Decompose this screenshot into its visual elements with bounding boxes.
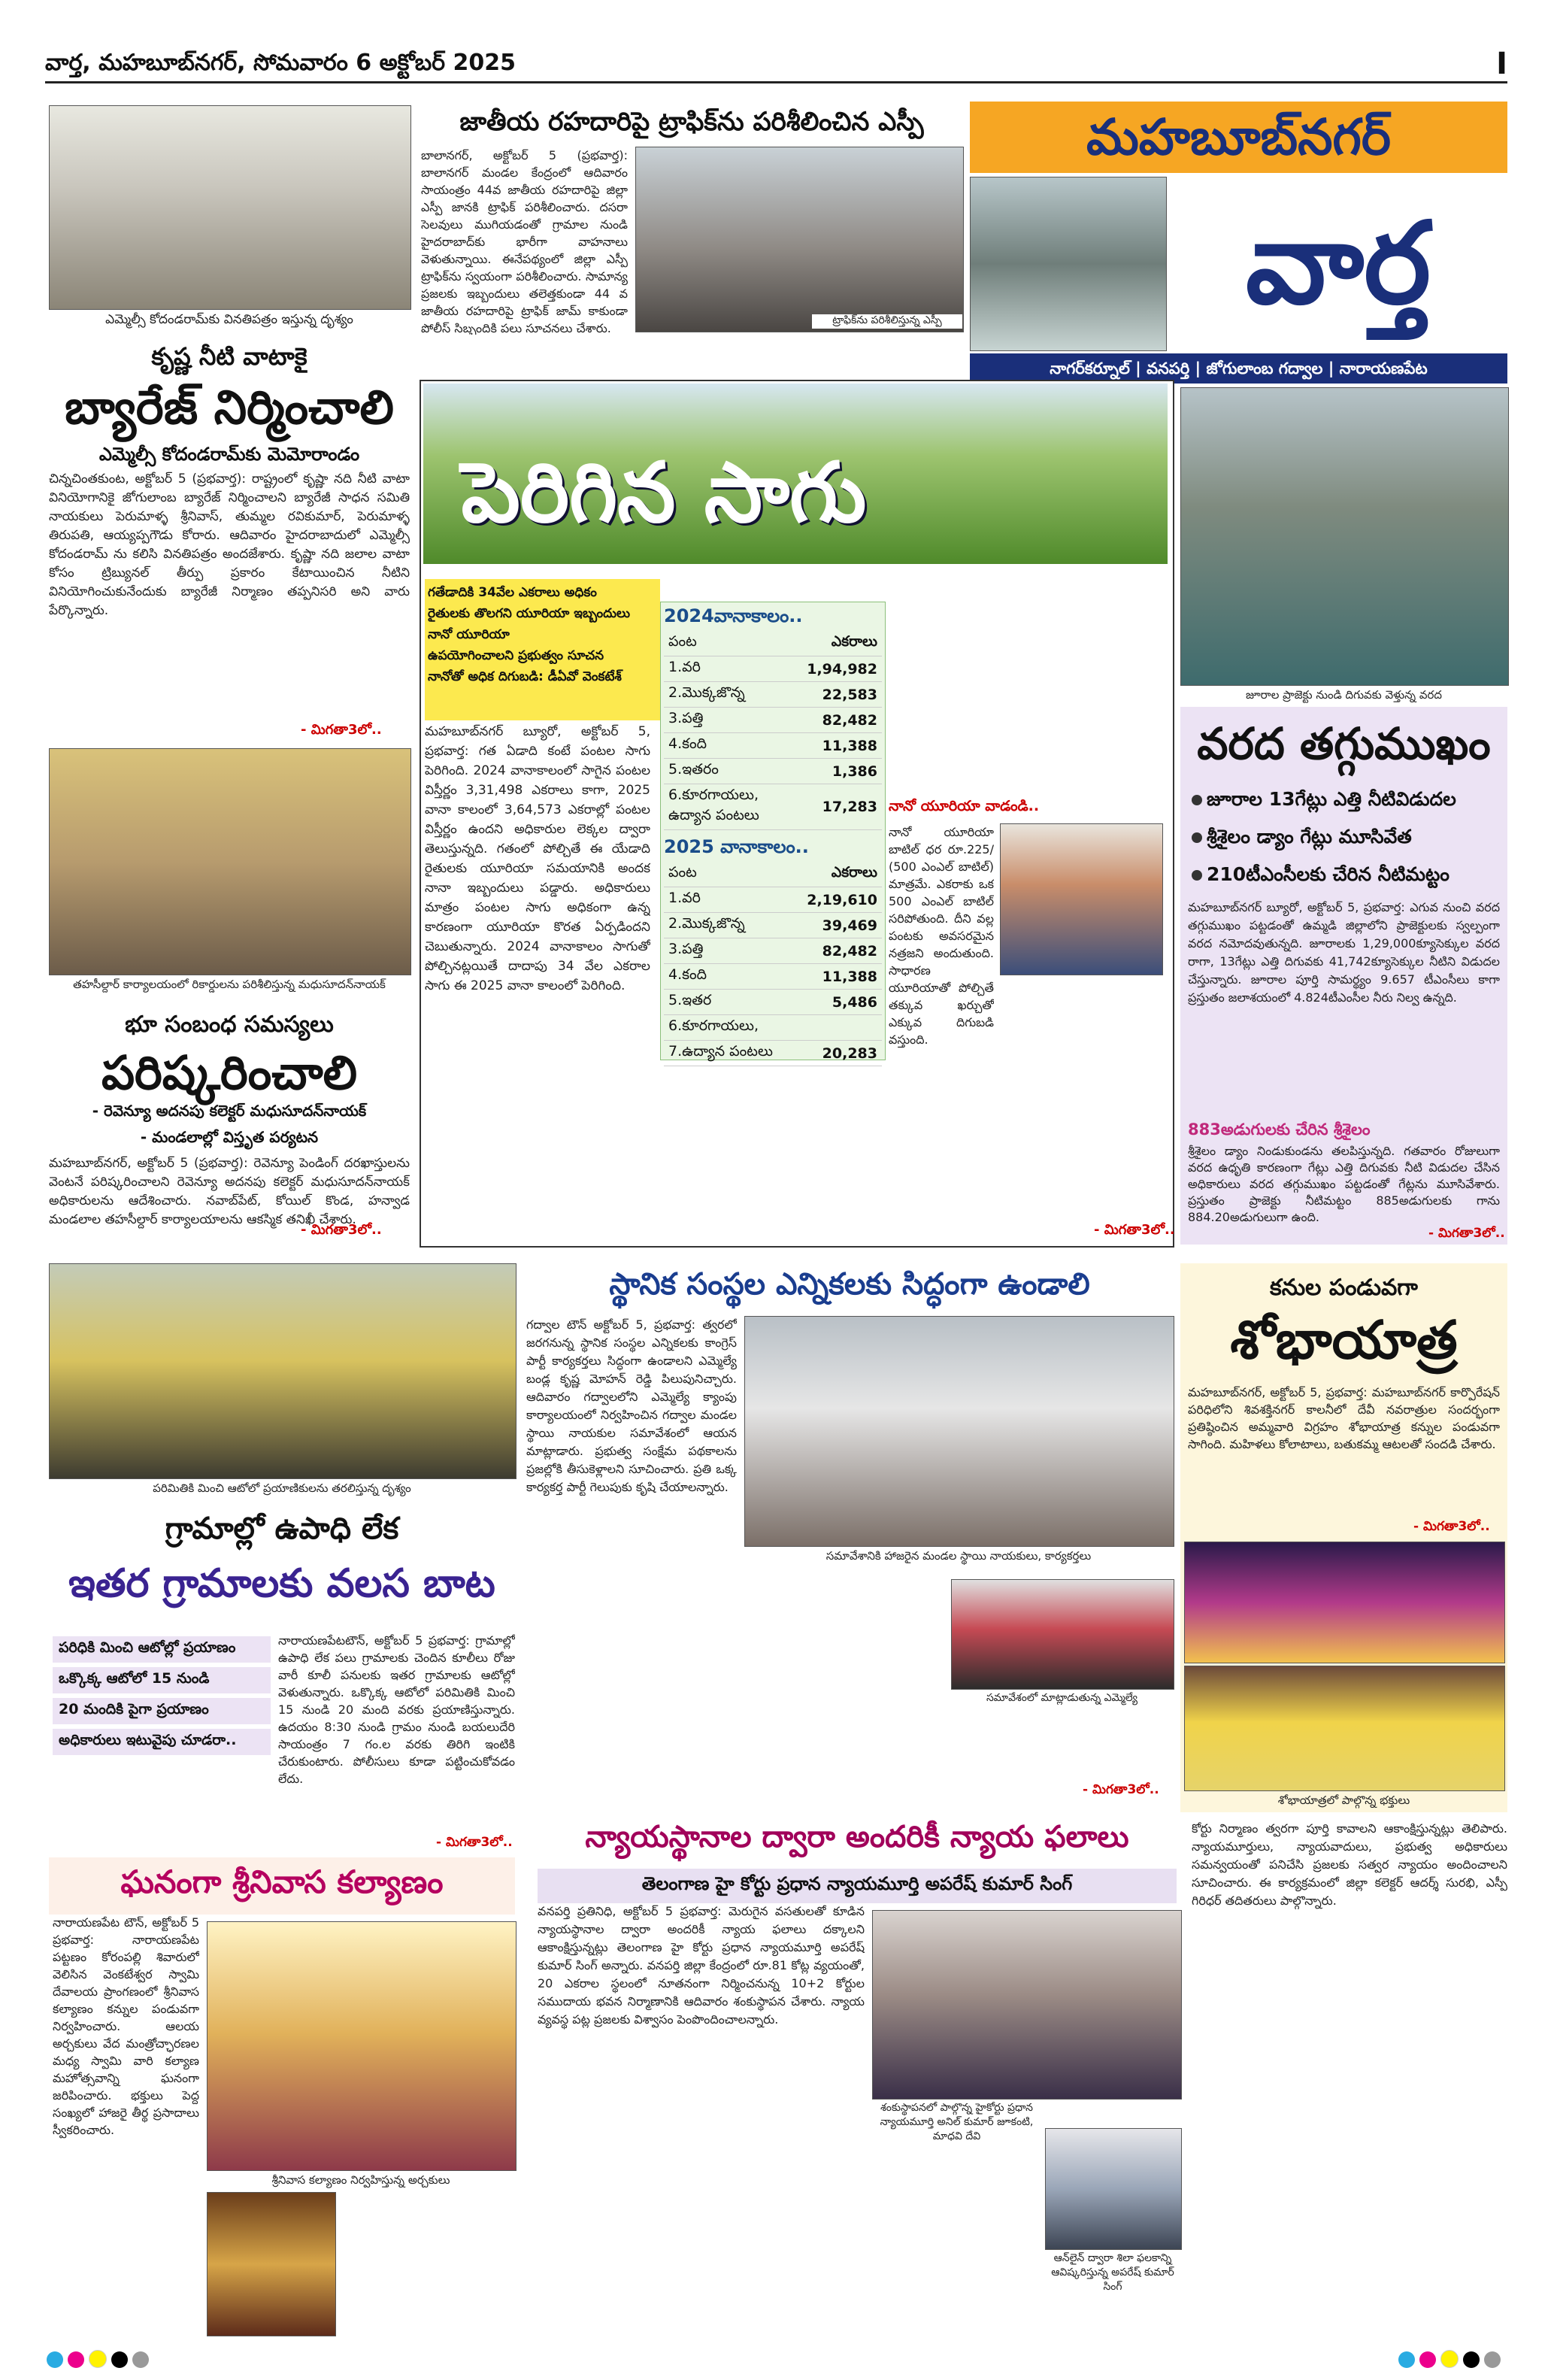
kalyanam-headline: ఘనంగా శ్రీనివాస కల్యాణం bbox=[49, 1857, 515, 1915]
kalyanam-body: నారాయణపేట టౌన్, అక్టోబర్ 5 ప్రభవార్త: నారాయణపేట పట్టణం కోరంపల్లి శివారులో వెలిసిన వెంకటేశ్వర స్వామి దేవాలయ ప్రాంగణంలో శ్రీనివాస కల్యాణం కన్నుల పండువగా నిర్వహించారు. ఆలయ అర్చకులు వేద మంత్రోచ్ఛారణల మధ్య స్వామి వారి కల్యాణ మహోత్సవాన్ని ఘనంగా జరిపించారు. భక్తులు పెద్ద సంఖ్యలో హాజరై తీర్థ ప్రసాదాలు స్వీకరించారు. bbox=[53, 1915, 199, 2137]
procession-photo-caption: శోభాయాత్రలో పాల్గొన్న భక్తులు bbox=[1277, 1793, 1410, 1807]
justice-photo-1 bbox=[872, 1910, 1182, 2100]
flood-subtitle: 883అడుగులకు చేరిన శ్రీశైలం bbox=[1188, 1120, 1371, 1138]
crop-table-box bbox=[660, 602, 886, 1060]
crop-side-title: నానో యూరియా వాడండి.. bbox=[889, 798, 1040, 814]
migration-highlight-3: 20 మందికి పైగా ప్రయాణం bbox=[53, 1698, 271, 1724]
procession-kicker: కనుల పండువగా bbox=[1270, 1275, 1418, 1301]
kalyanam-photo-caption: శ్రీనివాస కల్యాణం నిర్వహిస్తున్న అర్చకులు bbox=[271, 2173, 450, 2187]
krishna-kicker: కృష్ణ నీటి వాటాకై bbox=[151, 342, 307, 371]
crop-byline: - మిగతా3లో.. bbox=[1094, 1222, 1175, 1238]
print-mark bbox=[111, 2351, 128, 2368]
elections-headline: స్థానిక సంస్థల ఎన్నికలకు సిద్ధంగా ఉండాలి bbox=[609, 1267, 1090, 1302]
krishna-body: చిన్నచింతకుంట, అక్టోబర్ 5 (ప్రభవార్త): రాష్ట్రంలో కృష్ణా నది నీటి వాటా వినియోగానికై జోగులాంబ బ్యారేజ్ నిర్మించాలని బ్యారేజీ సాధన సమితి నాయకులు పెరుమాళ్ళ శ్రీనివాస్, తుమ్మల రవికుమార్, పెరుమాళ్ళ తిరుపతి, ఆయ్యప్పగౌడు కోరారు. ఆదివారం హైదరాబాదులో ఎమ్మెల్సీ కోదండరామ్ ను కలిసి వినతిపత్రం అందజేశారు. కృష్ణా నది జలాల వాటా కోసం ట్రిబ్యునల్ తీర్పు ప్రకారం కేటాయించిన నీటిని వినియోగించుకునేందుకు బ్యారేజీ నిర్మాణం తప్పనిసరి అని వారు పేర్కొన్నారు. bbox=[49, 471, 410, 618]
migration-highlight-1: పరిధికి మించి ఆటోల్లో ప్రయాణం bbox=[53, 1636, 271, 1663]
procession-photo-2 bbox=[1184, 1666, 1505, 1791]
masthead-city: మహబూబ్‌నగర్ bbox=[970, 102, 1507, 173]
krishna-byline: - మిగతా3లో.. bbox=[301, 722, 382, 738]
table-row: 7.ఉద్యాన పంటలు 20,283 bbox=[664, 1041, 882, 1066]
table-row: 2.మొక్కజొన్న 22,583 bbox=[664, 682, 882, 708]
flood-bullet-2: శ్రీశైలం డ్యాం గేట్లు మూసివేత bbox=[1192, 826, 1412, 853]
crop-highlight-3: నానో యూరియా bbox=[428, 627, 510, 642]
elections-speaker-photo bbox=[951, 1579, 1174, 1690]
justice-body: వనపర్తి ప్రతినిధి, అక్టోబర్ 5 ప్రభవార్త: మెరుగైన వసతులతో కూడిన న్యాయస్థానాల ద్వారా అందరికీ న్యాయ ఫలాలు దక్కాలని ఆకాంక్షిస్తున్నట్లు తెలంగాణ హై కోర్టు ప్రధాన న్యాయమూర్తి అపరేష్ కుమార్ సింగ్ అన్నారు. వనపర్తి జిల్లా కేంద్రంలో రూ.81 కోట్ల వ్యయంతో, 20 ఎకరాల స్థలంలో నూతనంగా నిర్మించనున్న 10+2 కోర్టుల సముదాయ భవన నిర్మాణానికి ఆదివారం శంకుస్థాపన చేశారు. న్యాయ వ్యవస్థ పట్ల ప్రజలకు విశ్వాసం పెంపొందించాలన్నారు. bbox=[538, 1904, 865, 2027]
table-row: 6.కూరగాయలు, bbox=[664, 1015, 882, 1041]
print-mark bbox=[89, 2350, 107, 2368]
land-photo bbox=[49, 748, 411, 975]
crop-highlight-2: రైతులకు తొలగని యూరియా ఇబ్బందులు bbox=[428, 606, 630, 621]
traffic-photo-caption: ట్రాఫిక్‌ను పరిశీలిస్తున్న ఎస్పీ bbox=[812, 314, 962, 329]
procession-body: మహబూబ్‌నగర్, అక్టోబర్ 5, ప్రభవార్త: మహబూబ్‌నగర్ కార్పొరేషన్ పరిధిలోని శివశక్తినగర్ కాలనీలో దేవీ నవరాత్రుల సందర్భంగా ప్రతిష్ఠించిన అమ్మవారి విగ్రహం శోభాయాత్ర కన్నుల పండువగా సాగింది. మహిళలు కోలాటాలు, బతుకమ్మ ఆటలతో సందడి చేశారు. bbox=[1188, 1385, 1500, 1451]
table-row: 2.మొక్కజొన్న 39,469 bbox=[664, 913, 882, 938]
justice-photo-caption-2: ఆన్‌లైన్ ద్వారా శిలా ఫలకాన్ని ఆవిష్కరిస్తున్న అపరేష్ కుమార్ సింగ్ bbox=[1051, 2252, 1174, 2293]
table-2025-col-crop: పంట bbox=[664, 862, 792, 887]
migration-photo bbox=[49, 1263, 516, 1479]
table-2024-col-acres: ఎకరాలు bbox=[802, 631, 882, 656]
crop-headline: పెరిగిన సాగు bbox=[461, 444, 867, 541]
table-row: 3.పత్తి 82,482 bbox=[664, 708, 882, 733]
justice-headline: న్యాయస్థానాల ద్వారా అందరికీ న్యాయ ఫలాలు bbox=[585, 1820, 1129, 1854]
land-subhead: - రెవెన్యూ అదనపు కలెక్టర్ మధుసూదన్‌నాయక్ bbox=[92, 1102, 367, 1120]
elections-byline: - మిగతా3లో.. bbox=[1083, 1782, 1159, 1797]
flood-photo bbox=[1180, 387, 1509, 686]
land-subhead-2: - మండలాల్లో విస్తృత పర్యటన bbox=[140, 1128, 319, 1146]
masthead bbox=[970, 102, 1507, 384]
procession-photo-1 bbox=[1184, 1542, 1505, 1663]
table-2024-col-crop: పంట bbox=[664, 631, 802, 656]
print-marks-right bbox=[1398, 2350, 1505, 2371]
flood-photo-caption: జూరాల ప్రాజెక్టు నుండి దిగువకు వెళ్తున్న వరద bbox=[1245, 688, 1443, 702]
page-header bbox=[45, 47, 1507, 83]
kalyanam-idol-photo bbox=[207, 2192, 336, 2336]
krishna-photo bbox=[49, 105, 411, 310]
table-2025-col-acres: ఎకరాలు bbox=[792, 862, 882, 887]
flood-headline: వరద తగ్గుముఖం bbox=[1197, 718, 1491, 769]
migration-headline: ఇతర గ్రామాలకు వలస బాట bbox=[68, 1560, 495, 1606]
kalyanam-photo bbox=[207, 1921, 516, 2171]
flood-body-2: శ్రీశైలం డ్యాం నిండుకుండను తలపిస్తున్నది. గతవారం రోజులుగా వరద ఉధృతి కారణంగా గేట్లు ఎత్తి దిగువకు నీటి విడుదల చేసిన అధికారులు వరద తగ్గుముఖం పట్టడంతో గేట్లను మూసివేశారు. ప్రస్తుతం ప్రాజెక్టు నీటిమట్టం 885అడుగులకు గాను 884.20అడుగులుగా ఉంది. bbox=[1188, 1144, 1500, 1224]
justice-photo-caption: శంకుస్థాపనలో పాల్గొన్న హైకోర్టు ప్రధాన న్యాయమూర్తి అనిల్ కుమార్ జూకంటి, మాధవి దేవి bbox=[880, 2102, 1034, 2142]
print-mark bbox=[132, 2351, 149, 2368]
table-2024-title: 2024వానాకాలం.. bbox=[664, 605, 803, 626]
migration-highlight-4: అధికారులు ఇటువైపు చూడరా.. bbox=[53, 1729, 271, 1755]
flood-bullet-1: జూరాల 13గేట్లు ఎత్తి నీటివిడుదల bbox=[1192, 788, 1456, 815]
krishna-photo-caption: ఎమ్మెల్సీ కోదండరామ్‌కు వినతిపత్రం ఇస్తున్న దృశ్యం bbox=[105, 312, 353, 327]
crop-highlight-5: నానోతో అధిక దిగుబడి: డీఏవో వెంకటేశ్ bbox=[428, 669, 622, 684]
land-byline: - మిగతా3లో.. bbox=[301, 1222, 382, 1238]
print-mark bbox=[68, 2351, 84, 2368]
print-mark bbox=[1440, 2350, 1459, 2368]
traffic-body: బాలానగర్, అక్టోబర్ 5 (ప్రభవార్త): బాలానగర్ మండల కేంద్రంలో ఆదివారం సాయంత్రం 44వ జాతీయ రహదారిపై జిల్లా ఎస్పీ జానకి ట్రాఫిక్ పరిశీలించారు. దసరా సెలవులు ముగియడంతో గ్రామాల నుండి హైదరాబాద్‌కు భారీగా వాహనాలు వెళుతున్నాయి. ఈనేపథ్యంలో జిల్లా ఎస్పీ ట్రాఫిక్‌ను స్వయంగా పరిశీలించారు. సామాన్య ప్రజలకు ఇబ్బందులు తలెత్తకుండా 44 వ జాతీయ రహదారిపై ట్రాఫిక్ జామ్ కాకుండా పోలీస్ సిబ్బందికి పలు సూచనలు చేశారు. bbox=[421, 148, 628, 335]
table-row: 6.కూరగాయలు, ఉద్యాన పంటలు 17,283 bbox=[664, 784, 882, 830]
land-headline: పరిష్కరించాలి bbox=[101, 1045, 358, 1100]
table-row: 5.ఇతరం 1,386 bbox=[664, 759, 882, 784]
crop-highlights-box bbox=[425, 579, 660, 720]
procession-headline: శోభాయాత్ర bbox=[1230, 1308, 1458, 1371]
krishna-subhead: ఎమ్మెల్సీ కోదండరామ్‌కు మెమోరాండం bbox=[98, 444, 360, 465]
land-body: మహబూబ్‌నగర్, అక్టోబర్ 5 (ప్రభవార్త): రెవెన్యూ పెండింగ్ దరఖాస్తులను వెంటనే పరిష్కరించాలని రెవెన్యూ అదనపు కలెక్టర్ మధుసూదన్‌నాయక్ అధికారులను ఆదేశించారు. నవాబ్‌పేట్, కోయిల్ కొండ, హన్వాడ మండలాల తహసీల్దార్ కార్యాలయాలను ఆకస్మిక తనిఖీ చేశారు. bbox=[49, 1156, 410, 1227]
flood-bullet-3: 210టీఎంసీలకు చేరిన నీటిమట్టం bbox=[1192, 863, 1449, 890]
justice-photo-2 bbox=[1045, 2128, 1182, 2250]
traffic-headline: జాతీయ రహదారిపై ట్రాఫిక్‌ను పరిశీలించిన ఎస్పీ bbox=[459, 107, 924, 137]
krishna-headline: బ్యారేజ్ నిర్మించాలి bbox=[65, 380, 394, 435]
migration-highlight-2: ఒక్కొక్క ఆటోలో 15 నుండి bbox=[53, 1667, 271, 1693]
justice-subhead: తెలంగాణ హై కోర్టు ప్రధాన న్యాయమూర్తి అపరేష్ కుమార్ సింగ్ bbox=[538, 1869, 1177, 1903]
crop-side-body: నానో యూరియా బాటిల్ ధర రూ.225/ (500 ఎంఎల్ బాటిల్) మాత్రమే. ఎకరాకు ఒక 500 ఎంఎల్ బాటిల్ సరిపోతుంది. దీని వల్ల పంటకు అవసరమైన నత్రజని అందుతుంది. సాధారణ యూరియాతో పోల్చితే తక్కువ ఖర్చుతో ఎక్కువ దిగుబడి వస్తుంది. bbox=[889, 825, 994, 1047]
masthead-dam-photo bbox=[970, 177, 1167, 351]
print-mark bbox=[47, 2351, 63, 2368]
table-row: 1.వరి 2,19,610 bbox=[664, 887, 882, 913]
migration-kicker: గ్రామాల్లో ఉపాధి లేక bbox=[165, 1511, 399, 1546]
land-photo-caption: తహసీల్దార్ కార్యాలయంలో రికార్డులను పరిశీలిస్తున్న మధుసూదన్‌నాయక్ bbox=[73, 978, 386, 991]
crop-officer-photo bbox=[1000, 823, 1163, 975]
print-mark bbox=[1419, 2351, 1436, 2368]
crop-body: మహబూబ్‌నగర్ బ్యూరో, అక్టోబర్ 5, ప్రభవార్త: గత ఏడాది కంటే పంటల సాగు పెరిగింది. 2024 వానాకాలంలో సాగైన పంటల విస్తీర్ణం 3,31,498 ఎకరాలు కాగా, 2025 వానా కాలంలో 3,64,573 ఎకరాల్లో పంటల విస్తీర్ణం ఉందని అధికారుల లెక్కల ద్వారా తెలుస్తున్నది. గతంలో పోల్చితే ఈ యేడాది రైతులకు యూరియా సమయానికి అందక నానా ఇబ్బందులు పడ్డారు. అధికారులు మాత్రం పంటల సాగు అధికంగా ఉన్న కారణంగా యూరియా కొరత ఏర్పడిందని చెబుతున్నారు. 2024 వానాకాలం సాగుతో పోల్చినట్లయితే దాదాపు 34 వేల ఎకరాల సాగు ఈ 2025 వానా కాలంలో పెరిగింది. bbox=[425, 724, 650, 993]
table-2025 bbox=[664, 862, 882, 1066]
traffic-photo bbox=[635, 147, 964, 332]
table-row: 1.వరి 1,94,982 bbox=[664, 656, 882, 682]
flood-byline: - మిగతా3లో.. bbox=[1428, 1226, 1505, 1241]
migration-photo-caption: పరిమితికి మించి ఆటోలో ప్రయాణికులను తరలిస్తున్న దృశ్యం bbox=[153, 1481, 411, 1495]
page-marker: I bbox=[1496, 47, 1507, 81]
crop-highlight-1: గతేడాదికి 34వేల ఎకరాలు అధికం bbox=[428, 585, 597, 600]
table-row: 4.కంది 11,388 bbox=[664, 733, 882, 759]
masthead-districts: నాగర్‌కర్నూల్ | వనపర్తి | జోగులాంబ గద్వాల | నారాయణపేట bbox=[970, 353, 1507, 384]
crop-highlight-4: ఉపయోగించాలని ప్రభుత్వం సూచన bbox=[428, 648, 604, 663]
table-row: 5.ఇతర 5,486 bbox=[664, 990, 882, 1015]
justice-body-2: కోర్టు నిర్మాణం త్వరగా పూర్తి కావాలని ఆకాంక్షిస్తున్నట్లు తెలిపారు. న్యాయమూర్తులు, న్యాయవాదులు, ప్రభుత్వ అధికారులు సమన్వయంతో పనిచేసి ప్రజలకు సత్వర న్యాయం అందించాలని సూచించారు. ఈ కార్యక్రమంలో జిల్లా కలెక్టర్ ఆదర్శ్ సురభి, ఎస్పీ గిరిధర్ తదితరులు పాల్గొన్నారు. bbox=[1192, 1821, 1507, 1908]
elections-photo-caption-2: సమావేశంలో మాట్లాడుతున్న ఎమ్మెల్యే bbox=[986, 1692, 1138, 1704]
table-row: 3.పత్తి 82,482 bbox=[664, 938, 882, 964]
flood-body: మహబూబ్‌నగర్ బ్యూరో, అక్టోబర్ 5, ప్రభవార్త: ఎగువ నుంచి వరద తగ్గుముఖం పట్టడంతో ఉమ్మడి జిల్లాలోని ప్రాజెక్టులకు స్వల్పంగా వరద నమోదవుతున్నది. జూరాలకు 1,29,000క్యూసెక్కుల వరద రాగా, 13గేట్లు ఎత్తి దిగువకు 41,742క్యూసెక్కుల నీటిని విడుదల చేస్తున్నారు. జూరాల పూర్తి సామర్థ్యం 9.657 టీఎంసీలు కాగా ప్రస్తుతం జలాశయంలో 4.824టీఎంసీల నీరు నిల్వ ఉన్నది. bbox=[1188, 900, 1500, 1005]
migration-body: నారాయణపేటటౌన్, అక్టోబర్ 5 ప్రభవార్త: గ్రామాల్లో ఉపాధి లేక పలు గ్రామాలకు చెందిన కూలీలు రోజు వారీ కూలీ పనులకు ఇతర గ్రామాలకు ఆటోల్లో వెళుతున్నారు. ఒక్కొక్క ఆటోలో పరిమితికి మించి 15 నుండి 20 మంది వరకు ప్రయాణిస్తున్నారు. ఉదయం 8:30 నుండి గ్రామం నుండి బయలుదేరి సాయంత్రం 7 గం.ల వరకు తిరిగి ఇంటికి చేరుకుంటారు. పోలీసులు కూడా పట్టించుకోవడం లేదు. bbox=[278, 1633, 515, 1786]
print-marks-left bbox=[47, 2350, 153, 2371]
elections-crowd-photo bbox=[744, 1316, 1174, 1547]
print-mark bbox=[1398, 2351, 1415, 2368]
elections-photo-caption: సమావేశానికి హాజరైన మండల స్థాయి నాయకులు, కార్యకర్తలు bbox=[825, 1549, 1092, 1563]
migration-highlights bbox=[53, 1632, 271, 1760]
procession-byline: - మిగతా3లో.. bbox=[1413, 1519, 1490, 1534]
land-kicker: భూ సంబంధ సమస్యలు bbox=[125, 1011, 334, 1038]
print-mark bbox=[1463, 2351, 1480, 2368]
table-2024 bbox=[664, 631, 882, 830]
table-2025-title: 2025 వానాకాలం.. bbox=[664, 836, 809, 857]
print-mark bbox=[1484, 2351, 1501, 2368]
elections-body: గద్వాల టౌన్ అక్టోబర్ 5, ప్రభవార్త: త్వరలో జరగనున్న స్థానిక సంస్థల ఎన్నికలకు కాంగ్రెస్ పార్టీ కార్యకర్తలు సిద్ధంగా ఉండాలని ఎమ్మెల్యే బండ్ల కృష్ణ మోహన్ రెడ్డి పిలుపునిచ్చారు. ఆదివారం గద్వాలలోని ఎమ్మెల్యే క్యాంపు కార్యాలయంలో నిర్వహించిన గద్వాల మండల స్థాయి నాయకుల సమావేశంలో ఆయన మాట్లాడారు. ప్రభుత్వ సంక్షేమ పథకాలను ప్రజల్లోకి తీసుకెళ్లాలని సూచించారు. ప్రతి ఒక్క కార్యకర్త పార్టీ గెలుపుకు కృషి చేయాలన్నారు. bbox=[526, 1317, 737, 1494]
masthead-brand: వార్త bbox=[1245, 197, 1431, 329]
dateline: వార్త, మహబూబ్‌నగర్, సోమవారం 6 అక్టోబర్ 2025 bbox=[45, 50, 516, 76]
migration-byline: - మిగతా3లో.. bbox=[436, 1835, 513, 1850]
table-row: 4.కంది 11,388 bbox=[664, 964, 882, 990]
